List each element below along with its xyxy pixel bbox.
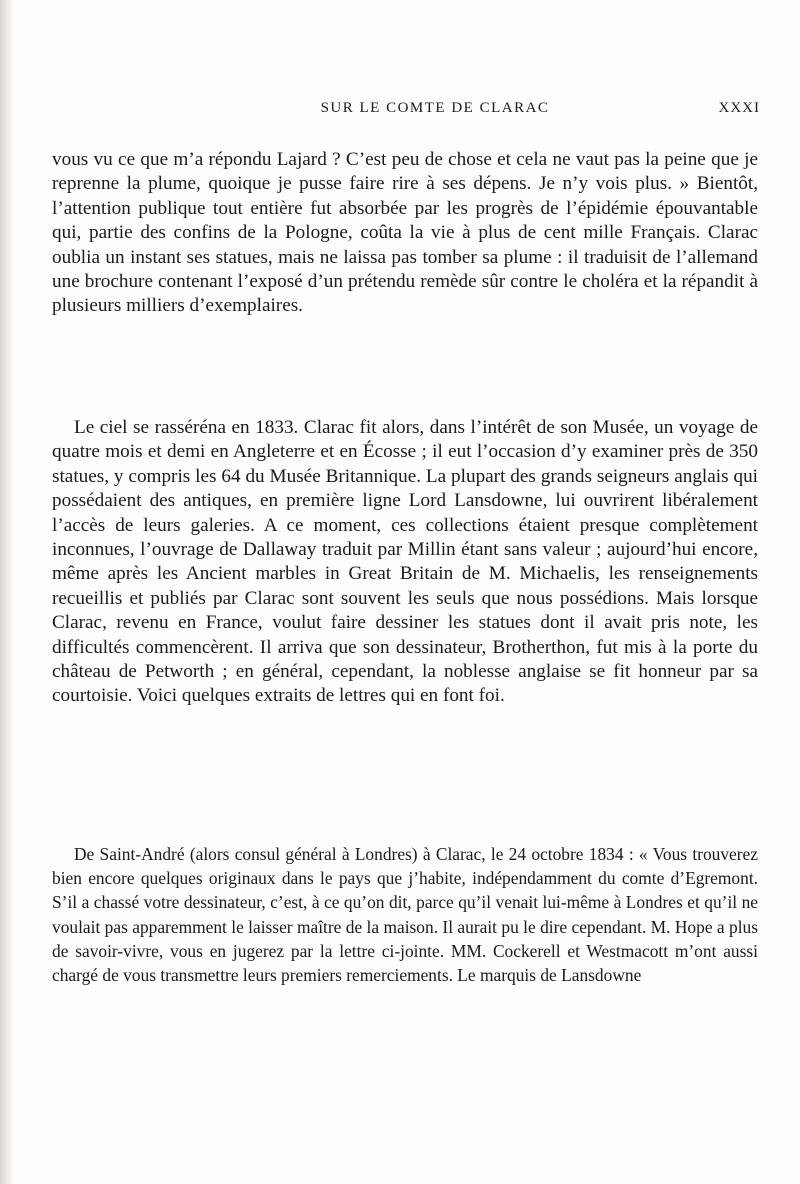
paragraph-2-text: Le ciel se rasséréna en 1833. Clarac fit alors, dans l’intérêt de son Musée, un voyage de quatre mois et demi en Angleterre et en Écosse ; il eut l’occasion d’y examiner près de 350 statues, y compris les 64 du Musée Britannique. La plupart des grands seigneurs anglais qui possédaient des antiques, en première ligne Lord Lansdowne, lui ouvrirent libéralement l’accès de leurs galeries. A ce moment, ces collections étaient presque complètement inconnues, l’ouvrage de Dallaway traduit par Millin étant sans valeur ; aujourd’hui encore, même après les Ancient marbles in Great Britain de M. Michaelis, les renseignements recueillis et publiés par Clarac sont souvent les seuls que nous possédions. Mais lorsque Clarac, revenu en France, voulut faire dessiner les statues dont il avait pris note, les difficultés commencèrent. Il arriva que son dessinateur, Brotherthon, fut mis à la porte du château de Petworth ; en général, cependant, la noblesse anglaise se fit honneur par sa courtoisie. Voici quelques extraits de lettres qui en font foi. [52,417,758,707]
letter-excerpt-text: De Saint-André (alors consul général à Londres) à Clarac, le 24 octobre 1834 : « Vous trouverez bien encore quelques originaux dans le pays que j’habite, indépendamment du comte d’Egremont. S’il a chassé votre dessinateur, c’est, à ce qu’on dit, parce qu’il venait lui-même à Londres et qu’il ne voulait pas apparemment le laisser maître de la maison. Il aurait pu le dire cependant. M. Hope a plus de savoir-vivre, vous en jugerez par la lettre ci-jointe. MM. Cockerell et Westmacott m’ont aussi chargé de vous transmettre leurs premiers remerciements. Le marquis de Lansdowne [52,844,758,986]
paragraph-1-text: vous vu ce que m’a répondu Lajard ? C’est peu de chose et cela ne vaut pas la peine que je reprenne la plume, quoique je pusse faire rire à ses dépens. Je n’y vois plus. » Bientôt, l’attention publique tout entière fut absorbée par les progrès de l’épidémie épouvantable qui, partie des confins de la Pologne, coûta la vie à plus de cent mille Français. Clarac oublia un instant ses statues, mais ne laissa pas tomber sa plume : il traduisit de l’allemand une brochure contenant l’exposé d’un prétendu remède sûr contre le choléra et la répandit à plusieurs milliers d’exemplaires. [52,149,758,317]
page-number: XXXI [718,100,760,116]
paragraph-2 [52,416,758,709]
running-head [110,100,760,122]
letter-excerpt [52,842,758,987]
running-title: SUR LE COMTE DE CLARAC [320,100,550,116]
page-gutter-shadow [0,0,14,1184]
paragraph-1 [52,148,758,319]
